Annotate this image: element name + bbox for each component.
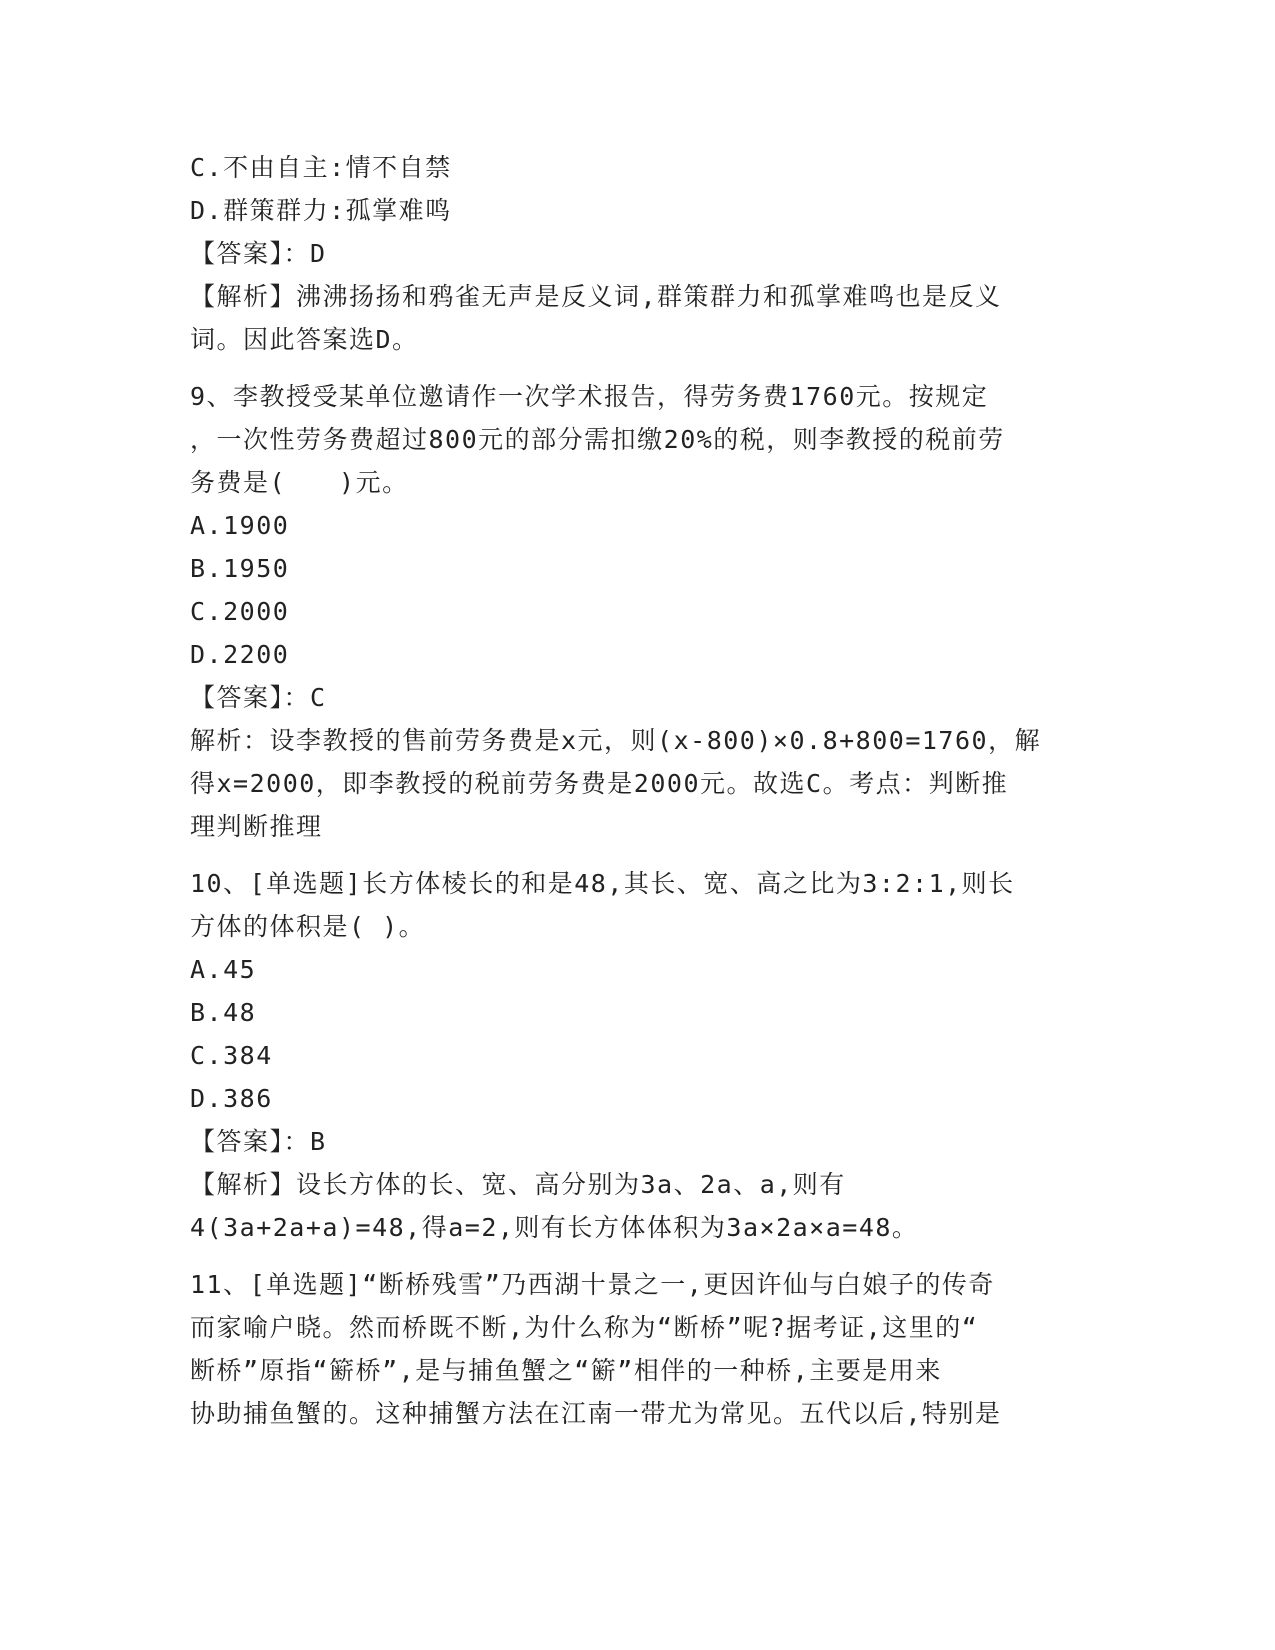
question-stem: 9、李教授受某单位邀请作一次学术报告，得劳务费1760元。按规定 (190, 382, 989, 411)
option-c: C.不由自主:情不自禁 (190, 153, 452, 182)
question-stem: 10、[单选题]长方体棱长的和是48,其长、宽、高之比为3:2:1,则长 (190, 869, 1015, 898)
analysis-line: 【解析】沸沸扬扬和鸦雀无声是反义词,群策群力和孤掌难鸣也是反义 (190, 282, 1002, 311)
option-c: C.2000 (190, 597, 290, 626)
document-page (190, 146, 1080, 1435)
question-stem: 11、[单选题]“断桥残雪”乃西湖十景之一,更因许仙与白娘子的传奇 (190, 1270, 995, 1299)
answer: 【答案】：B (190, 1127, 327, 1156)
analysis-line: 解析：设李教授的售前劳务费是x元，则(x-800)×0.8+800=1760，解 (190, 726, 1042, 755)
analysis-line: 4(3a+2a+a)=48,得a=2,则有长方体体积为3a×2a×a=48。 (190, 1213, 919, 1242)
question-11 (190, 1263, 1080, 1435)
spacer (190, 361, 1080, 375)
option-c: C.384 (190, 1041, 273, 1070)
question-stem: 务费是( )元。 (190, 468, 409, 497)
question-9 (190, 375, 1080, 848)
question-stem: 方体的体积是( )。 (190, 912, 426, 941)
spacer (190, 848, 1080, 862)
question-stem: ，一次性劳务费超过800元的部分需扣缴20%的税，则李教授的税前劳 (190, 425, 1005, 454)
answer: 【答案】：D (190, 239, 327, 268)
option-a: A.1900 (190, 511, 290, 540)
analysis-line: 理判断推理 (190, 812, 323, 841)
analysis-line: 得x=2000，即李教授的税前劳务费是2000元。故选C。考点：判断推 (190, 769, 1009, 798)
question-stem: 而家喻户晓。然而桥既不断,为什么称为“断桥”呢?据考证,这里的“ (190, 1313, 979, 1342)
spacer (190, 1249, 1080, 1263)
option-a: A.45 (190, 955, 257, 984)
question-stem: 协助捕鱼蟹的。这种捕蟹方法在江南一带尤为常见。五代以后,特别是 (190, 1399, 1002, 1428)
option-b: B.1950 (190, 554, 290, 583)
analysis-line: 【解析】设长方体的长、宽、高分别为3a、2a、a,则有 (190, 1170, 846, 1199)
answer: 【答案】：C (190, 683, 327, 712)
option-d: D.群策群力:孤掌难鸣 (190, 196, 452, 225)
question-8-tail (190, 146, 1080, 361)
question-10 (190, 862, 1080, 1249)
option-d: D.386 (190, 1084, 273, 1113)
option-d: D.2200 (190, 640, 290, 669)
analysis-line: 词。因此答案选D。 (190, 325, 419, 354)
question-stem: 断桥”原指“簖桥”,是与捕鱼蟹之“簖”相伴的一种桥,主要是用来 (190, 1356, 942, 1385)
option-b: B.48 (190, 998, 257, 1027)
